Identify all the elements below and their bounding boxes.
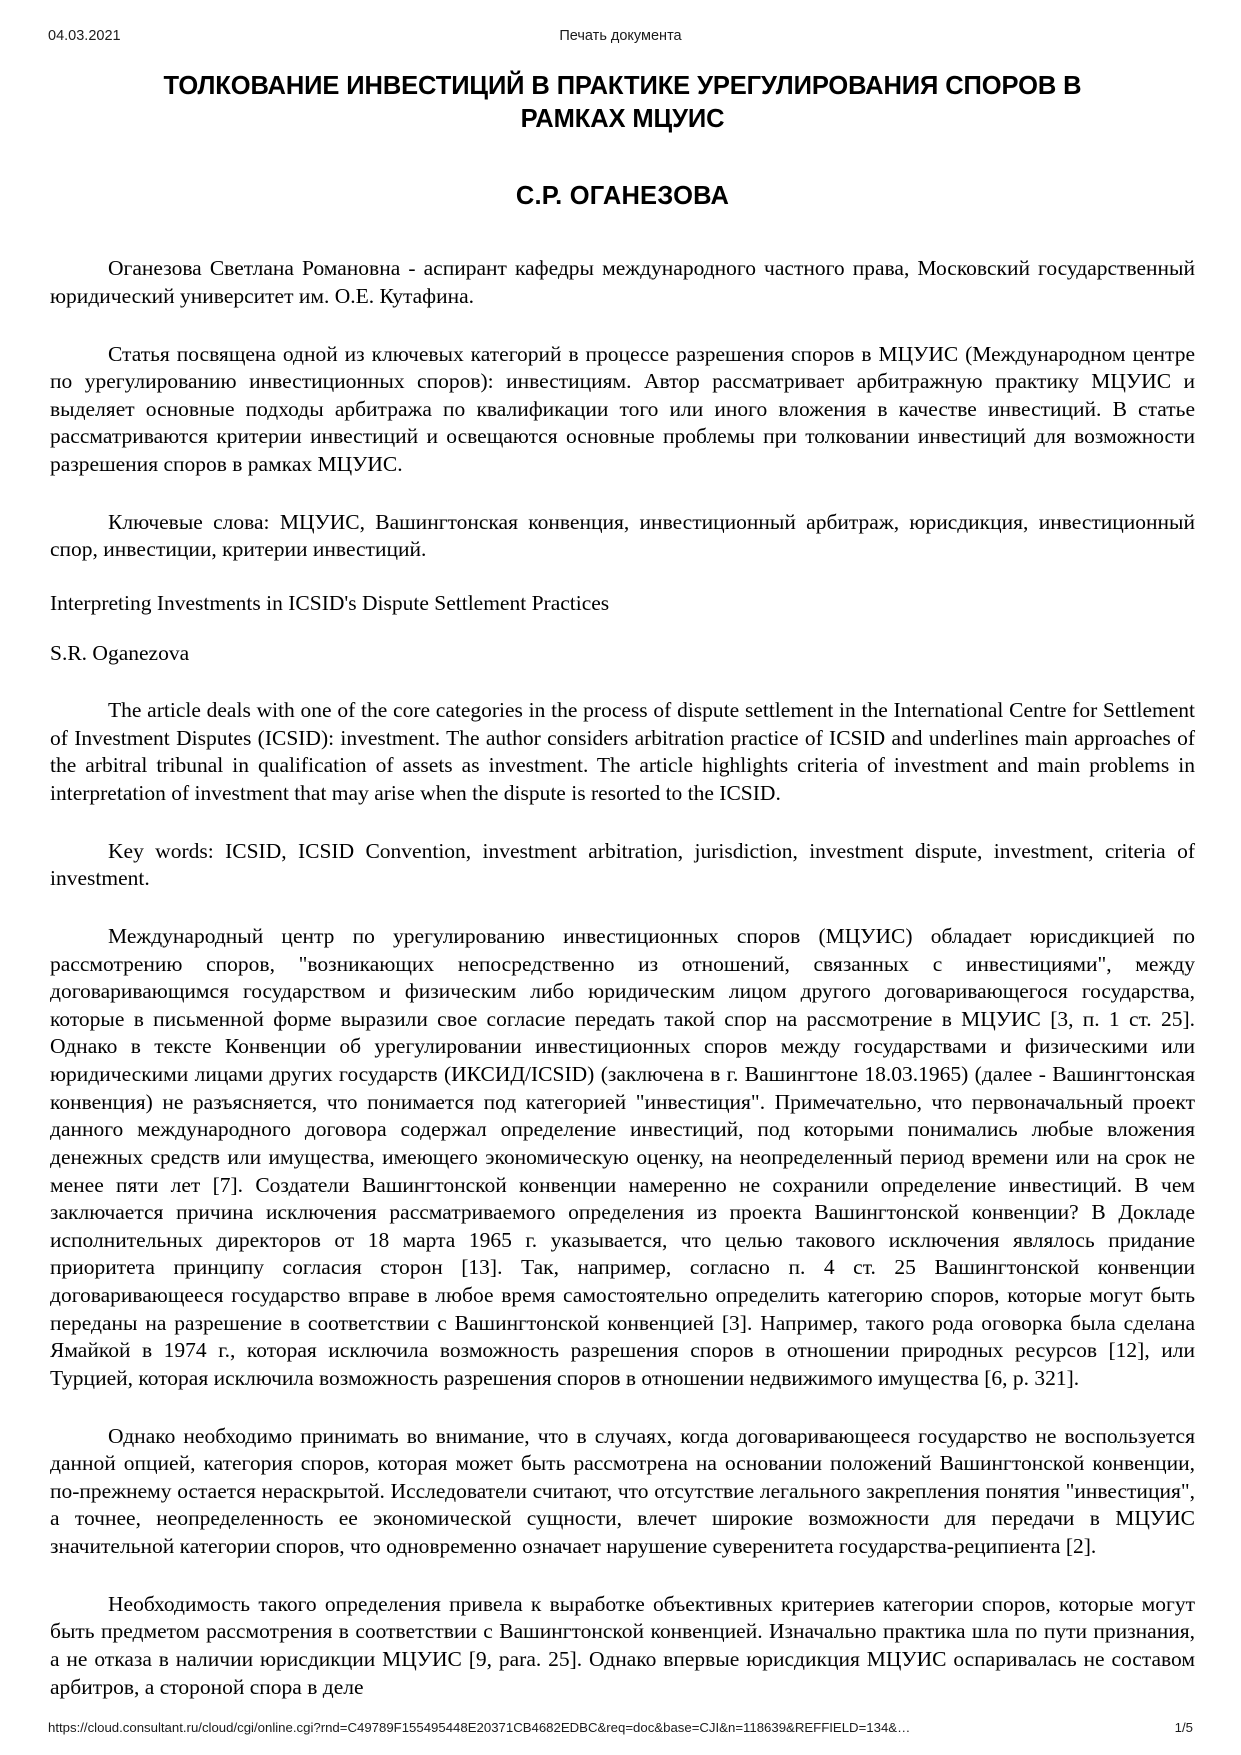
body-paragraph: Однако необходимо принимать во внимание, что в случаях, когда договаривающееся государство не воспользуется данной опцией, категория споров, которая может быть рассмотрена на основании положений Вашингтонской конвенции, по-прежнему остается нераскрытой. Исследователи считают, что отсутствие легального закрепления понятия "инвестиция", а точнее, неопределенность ее экономической сущности, влечет широкие возможности для передачи в МЦУИС значительной категории споров, что одновременно означает нарушение суверенитета государства-реципиента [2]. — [50, 1423, 1195, 1559]
body-paragraph: Международный центр по урегулированию инвестиционных споров (МЦУИС) обладает юрисдикцией по рассмотрению споров, "возникающих непосредственно из отношений, связанных с инвестициями", между договаривающимся государством и физическим либо юридическим лицом другого договаривающегося государства, которые в письменной форме выразили свое согласие передать такой спор на рассмотрение в МЦУИС [3, п. 1 ст. 25]. Однако в тексте Конвенции об урегулировании инвестиционных споров между государствами и физическими или юридическими лицами других государств (ИКСИД/ICSID) (заключена в г. Вашингтоне 18.03.1965) (далее - Вашингтонская конвенция) не разъясняется, что понимается под категорией "инвестиция". Примечательно, что первоначальный проект данного международного договора содержал определение инвестиций, под которыми понимались любые вложения денежных средств или имущества, имеющего экономическую оценку, на неопределенный период времени или на срок не менее пяти лет [7]. Создатели Вашингтонской конвенции намеренно не сохранили определение инвестиций. В чем заключается причина исключения рассматриваемого определения из проекта Вашингтонской конвенции? В Докладе исполнительных директоров от 18 марта 1965 г. указывается, что целью такового исключения являлось придание приоритета принципу согласия сторон [13]. Так, например, согласно п. 4 ст. 25 Вашингтонской конвенции договаривающееся государство вправе в любое время самостоятельно определить категорию споров, которые могут быть переданы на разрешение в соответствии с Вашингтонской конвенцией [3]. Например, такого рода оговорка была сделана Ямайкой в 1974 г., которая исключила возможность разрешения споров в отношении природных ресурсов [12], или Турцией, которая исключила возможность разрешения споров в отношении недвижимого имущества [6, p. 321]. — [50, 923, 1195, 1390]
print-preview-header — [48, 26, 1193, 46]
author-en: S.R. Oganezova — [50, 640, 190, 665]
author-name: С.Р. ОГАНЕЗОВА — [515, 182, 730, 211]
page-title: ТОЛКОВАНИЕ ИНВЕСТИЦИЙ В ПРАКТИКЕ УРЕГУЛИРОВАНИЯ СПОРОВ В РАМКАХ МЦУИС — [163, 72, 1082, 134]
keywords-ru-paragraph: Ключевые слова: МЦУИС, Вашингтонская конвенция, инвестиционный арбитраж, юрисдикция, инвестиционный спор, инвестиции, критерии инвестиций. — [50, 509, 1195, 562]
title-en: Interpreting Investments in ICSID's Dispute Settlement Practices — [50, 590, 610, 615]
keywords-en-paragraph: Key words: ICSID, ICSID Convention, investment arbitration, jurisdiction, investment dispute, investment, criteria of investment. — [50, 838, 1195, 891]
print-title: Печать документа — [559, 28, 682, 44]
print-preview-footer — [48, 1717, 1193, 1737]
print-date: 04.03.2021 — [48, 28, 121, 44]
body-paragraph: Необходимость такого определения привела к выработке объективных критериев категории споров, которые могут быть предметом рассмотрения в соответствии с Вашингтонской конвенцией. Изначально практика шла по пути признания, а не отказа в наличии юрисдикции МЦУИС [9, para. 25]. Однако впервые юрисдикция МЦУИС оспаривалась не составом арбитров, а стороной спора в деле — [50, 1591, 1195, 1699]
abstract-ru-paragraph: Статья посвящена одной из ключевых категорий в процессе разрешения споров в МЦУИС (Международном центре по урегулированию инвестиционных споров): инвестициям. Автор рассматривает арбитражную практику МЦУИС и выделяет основные подходы арбитража по квалификации того или иного вложения в качестве инвестиций. В статье рассматриваются критерии инвестиций и освещаются основные проблемы при толковании инвестиций для возможности разрешения споров в рамках МЦУИС. — [50, 341, 1195, 477]
document-body — [50, 70, 1195, 1701]
source-url: https://cloud.consultant.ru/cloud/cgi/online.cgi?rnd=C49789F155495448E20371CB4682EDBC&req=doc&base=CJI&n=118639&REFFIELD=134&… — [48, 1719, 911, 1735]
page-indicator: 1/5 — [1174, 1719, 1193, 1735]
abstract-en-paragraph: The article deals with one of the core categories in the process of dispute settlement in the International Centre for Settlement of Investment Disputes (ICSID): investment. The author considers arbitration practice of ICSID and underlines main approaches of the arbitral tribunal in qualification of assets as investment. The article highlights criteria of investment and main problems in interpretation of investment that may arise when the dispute is resorted to the ICSID. — [50, 698, 1195, 806]
affiliation-paragraph: Оганезова Светлана Романовна - аспирант кафедры международного частного права, Московский государственный юридический университет им. О.Е. Кутафина. — [50, 256, 1195, 308]
